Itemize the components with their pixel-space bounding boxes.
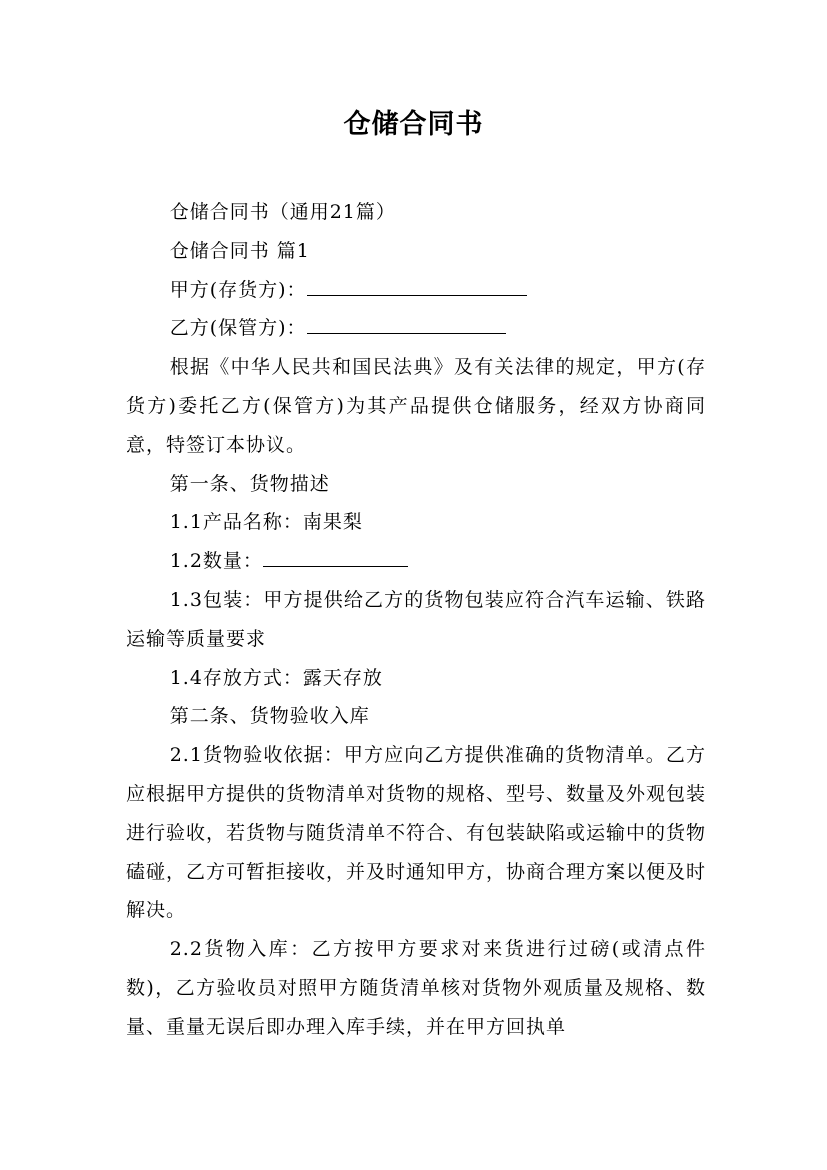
- quantity-blank: [263, 546, 408, 567]
- document-title: 仓储合同书: [343, 109, 484, 140]
- party-b-blank: [307, 313, 506, 334]
- clause-2-2: 2.2货物入库：乙方按甲方要求对来货进行过磅(或清点件数)，乙方验收员对照甲方随货清单核对货物外观质量及规格、数量、重量无误后即办理入库手续，并在甲方回执单: [126, 938, 706, 1038]
- party-b-line: [126, 309, 706, 348]
- clause-1-2-label: 1.2数量：: [169, 550, 263, 573]
- clause-2-1: 2.1货物验收依据：甲方应向乙方提供准确的货物清单。乙方应根据甲方提供的货物清单对货物的规格、型号、数量及外观包装进行验收，若货物与随货清单不符合、有包装缺陷或运输中的货物磕碰，乙方可暂拒接收，并及时通知甲方，协商合理方案以便及时解决。: [126, 744, 707, 922]
- preamble-paragraph: 根据《中华人民共和国民法典》及有关法律的规定，甲方(存货方)委托乙方(保管方)为其产品提供仓储服务，经双方协商同意，特签订本协议。: [126, 356, 706, 456]
- clause-1-4: 1.4存放方式：露天存放: [169, 666, 383, 689]
- party-a-line: [126, 271, 706, 310]
- clause-1-1: 1.1产品名称：南果梨: [169, 511, 363, 534]
- article-1-heading: 第一条、货物描述: [169, 472, 330, 495]
- party-a-blank: [307, 275, 527, 296]
- party-b-label: 乙方(保管方)：: [169, 317, 307, 340]
- clause-1-2: [126, 542, 706, 581]
- clause-1-3: 1.3包装：甲方提供给乙方的货物包装应符合汽车运输、铁路运输等质量要求: [126, 588, 706, 650]
- document-body: [126, 193, 706, 1047]
- part-heading: 仓储合同书 篇1: [169, 239, 310, 262]
- article-2-heading: 第二条、货物验收入库: [169, 705, 370, 728]
- subtitle-line: 仓储合同书（通用21篇）: [169, 201, 396, 223]
- party-a-label: 甲方(存货方)：: [169, 278, 307, 301]
